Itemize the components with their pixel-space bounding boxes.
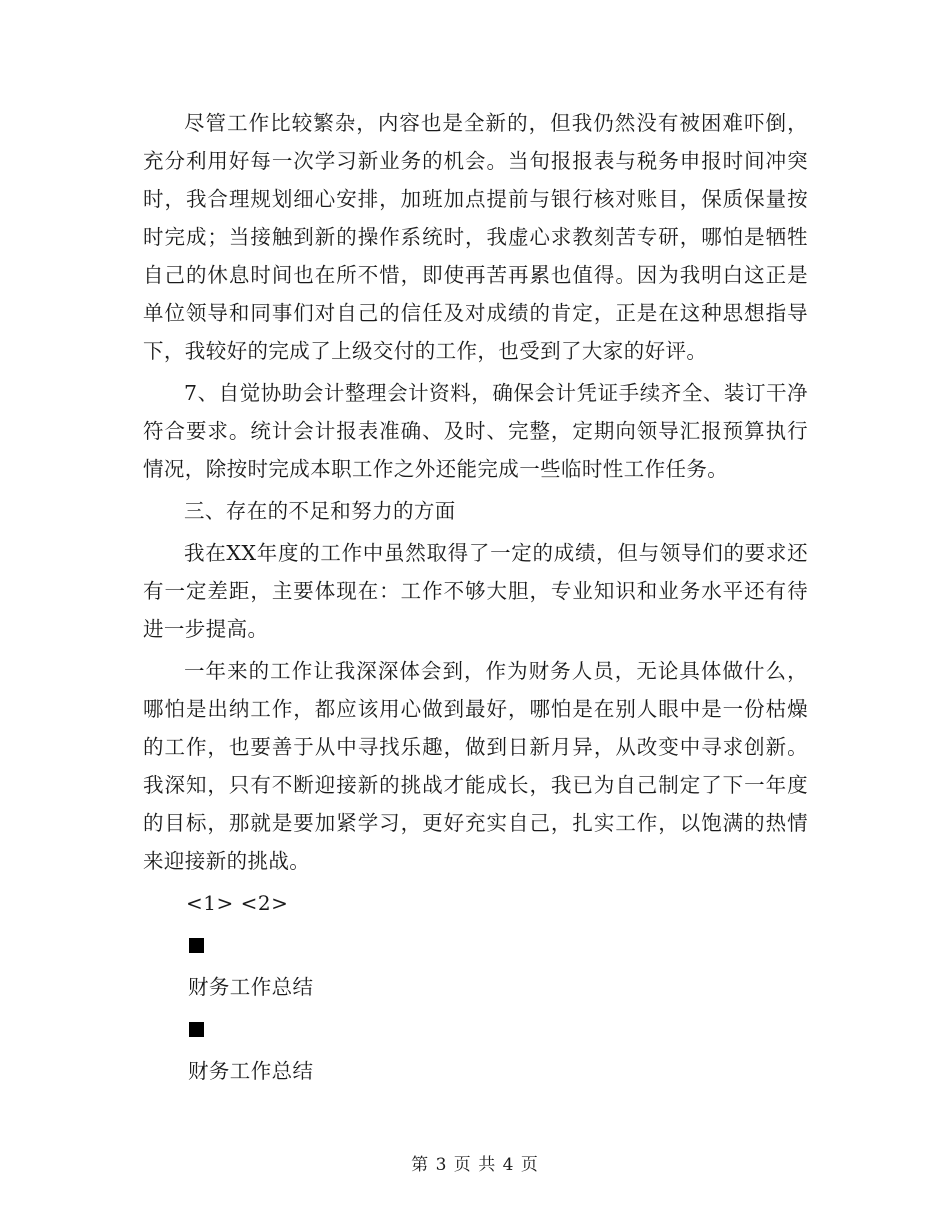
paragraph: 尽管工作比较繁杂，内容也是全新的，但我仍然没有被困难吓倒，充分利用好每一次学习新业务的机会。当旬报报表与税务申报时间冲突时，我合理规划细心安排，加班加点提前与银行核对账目，保质保量按时完成；当接触到新的操作系统时，我虚心求教刻苦专研，哪怕是牺牲自己的休息时间也在所不惜，即使再苦再累也值得。因为我明白这正是单位领导和同事们对自己的信任及对成绩的肯定，正是在这种思想指导下，我较好的完成了上级交付的工作，也受到了大家的好评。 <box>143 111 808 363</box>
related-marker <box>143 1010 808 1048</box>
paragraph: 我在XX年度的工作中虽然取得了一定的成绩，但与领导们的要求还有一定差距，主要体现在：工作不够大胆，专业知识和业务水平还有待进一步提高。 <box>143 541 808 641</box>
square-icon <box>189 1022 204 1037</box>
page-links[interactable]: <1> <2> <box>186 891 289 915</box>
paragraph: 一年来的工作让我深深体会到，作为财务人员，无论具体做什么，哪怕是出纳工作，都应该用心做到最好，哪怕是在别人眼中是一份枯燥的工作，也要善于从中寻找乐趣，做到日新月异，从改变中寻求创新。我深知，只有不断迎接新的挑战才能成长，我已为自己制定了下一年度的目标，那就是要加紧学习，更好充实自己，扎实工作，以饱满的热情来迎接新的挑战。 <box>143 659 808 873</box>
section-heading: 三、存在的不足和努力的方面 <box>184 499 456 523</box>
document-body <box>143 104 808 1094</box>
square-icon <box>189 938 204 953</box>
related-marker <box>143 926 808 964</box>
paragraph: 7、自觉协助会计整理会计资料，确保会计凭证手续齐全、装订干净符合要求。统计会计报表准确、及时、完整，定期向领导汇报预算执行情况，除按时完成本职工作之外还能完成一些临时性工作任务。 <box>143 381 808 481</box>
related-article-link[interactable]: 财务工作总结 <box>188 975 314 999</box>
related-article-link[interactable]: 财务工作总结 <box>188 1059 314 1083</box>
page-footer: 第 3 页 共 4 页 <box>411 1155 539 1175</box>
